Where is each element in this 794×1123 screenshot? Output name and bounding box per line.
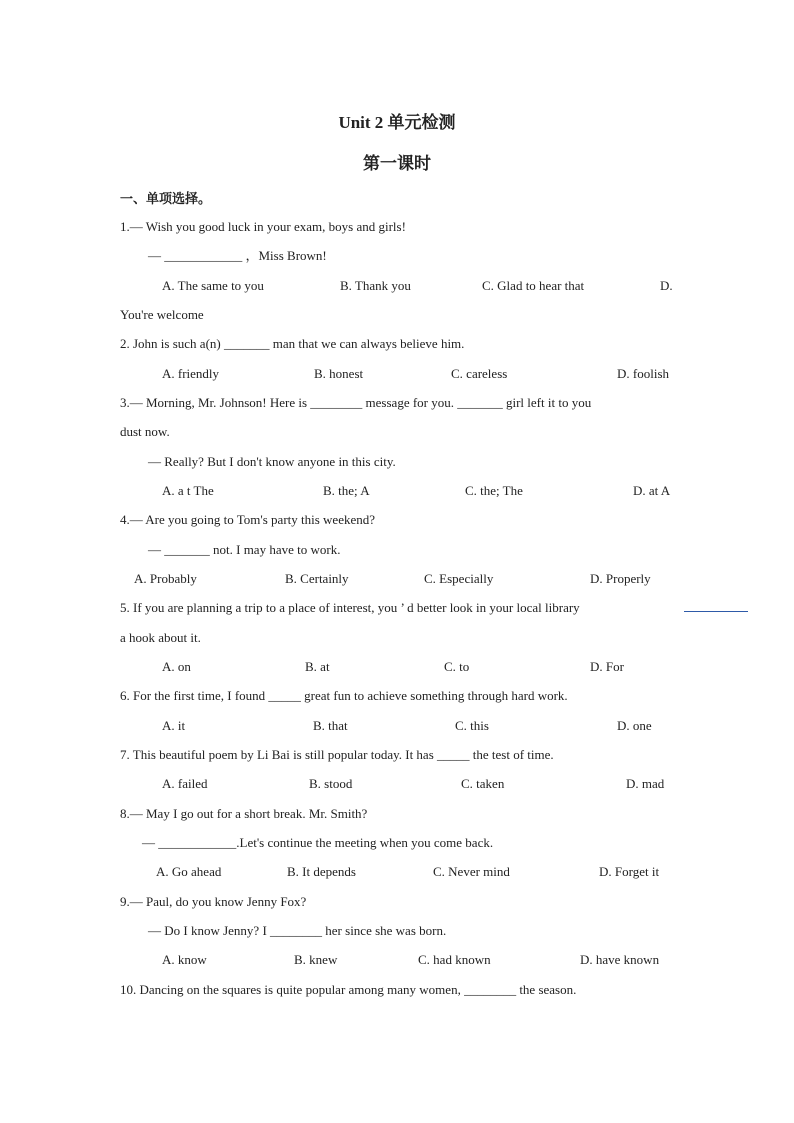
q5-option-a: A. on [162,659,191,674]
q8-stem: 8.— May I go out for a short break. Mr. Smith? [120,806,368,821]
q6-option-a: A. it [162,718,186,733]
q2-option-b: B. honest [314,366,364,381]
q3-option-c: C. the; The [465,483,523,498]
q9-option-c: C. had known [418,952,491,967]
q7-option-a: A. failed [162,776,208,791]
q1-reply: — ____________ ，Miss Brown! [148,248,327,263]
q9-option-a: A. know [162,952,207,967]
page-title: Unit 2 单元检测 [338,113,456,132]
q4-stem: 4.— Are you going to Tom's party this weekend? [120,512,376,527]
q8-option-b: B. It depends [287,864,356,879]
q1-option-d: D. [660,278,673,293]
q8-option-a: A. Go ahead [156,864,222,879]
q4-option-d: D. Properly [590,571,651,586]
section-heading: 一、单项选择。 [120,191,212,206]
q5-stem: 5. If you are planning a trip to a place of interest, you ’ d better look in your local library [120,600,580,615]
q7-option-b: B. stood [309,776,353,791]
q9-option-b: B. knew [294,952,338,967]
q7-option-c: C. taken [461,776,505,791]
q1-stem: 1.— Wish you good luck in your exam, boys and girls! [120,219,406,234]
q6-option-b: B. that [313,718,348,733]
q9-option-d: D. have known [580,952,660,967]
q4-option-c: C. Especially [424,571,494,586]
q3-option-a: A. a t The [162,483,214,498]
q3-option-b: B. the; A [323,483,370,498]
q5-option-b: B. at [305,659,330,674]
q9-reply: — Do I know Jenny? I ________ her since she was born. [148,923,447,938]
q2-option-c: C. careless [451,366,508,381]
q8-option-d: D. Forget it [599,864,660,879]
q1-option-b: B. Thank you [340,278,411,293]
q6-option-d: D. one [617,718,652,733]
page-subtitle: 第一课时 [363,154,431,173]
q8-option-c: C. Never mind [433,864,510,879]
q1-option-a: A. The same to you [162,278,264,293]
q3-option-d: D. at A [633,483,671,498]
q2-option-d: D. foolish [617,366,669,381]
q3-reply: — Really? But I don't know anyone in this city. [148,454,396,469]
q2-stem: 2. John is such a(n) _______ man that we can always believe him. [120,336,465,351]
q4-reply: — _______ not. I may have to work. [148,542,341,557]
q7-option-d: D. mad [626,776,665,791]
q1-option-c: C. Glad to hear that [482,278,585,293]
q4-option-a: A. Probably [134,571,197,586]
q8-reply: — ____________.Let's continue the meeting when you come back. [142,835,494,850]
q10-stem: 10. Dancing on the squares is quite popular among many women, ________ the season. [120,982,577,997]
q5-option-d: D. For [590,659,624,674]
q7-stem: 7. This beautiful poem by Li Bai is still popular today. It has _____ the test of time. [120,747,554,762]
q3-stem-continued: dust now. [120,424,170,439]
q5-option-c: C. to [444,659,470,674]
q9-stem: 9.— Paul, do you know Jenny Fox? [120,894,307,909]
q1-option-d-text: You're welcome [120,307,204,322]
q2-option-a: A. friendly [162,366,220,381]
q6-option-c: C. this [455,718,489,733]
q5-answer-blank [684,611,748,612]
q6-stem: 6. For the first time, I found _____ great fun to achieve something through hard work. [120,688,568,703]
q3-stem: 3.— Morning, Mr. Johnson! Here is ________ message for you. _______ girl left it to you [120,395,592,410]
q5-stem-continued: a hook about it. [120,630,201,645]
q4-option-b: B. Certainly [285,571,349,586]
